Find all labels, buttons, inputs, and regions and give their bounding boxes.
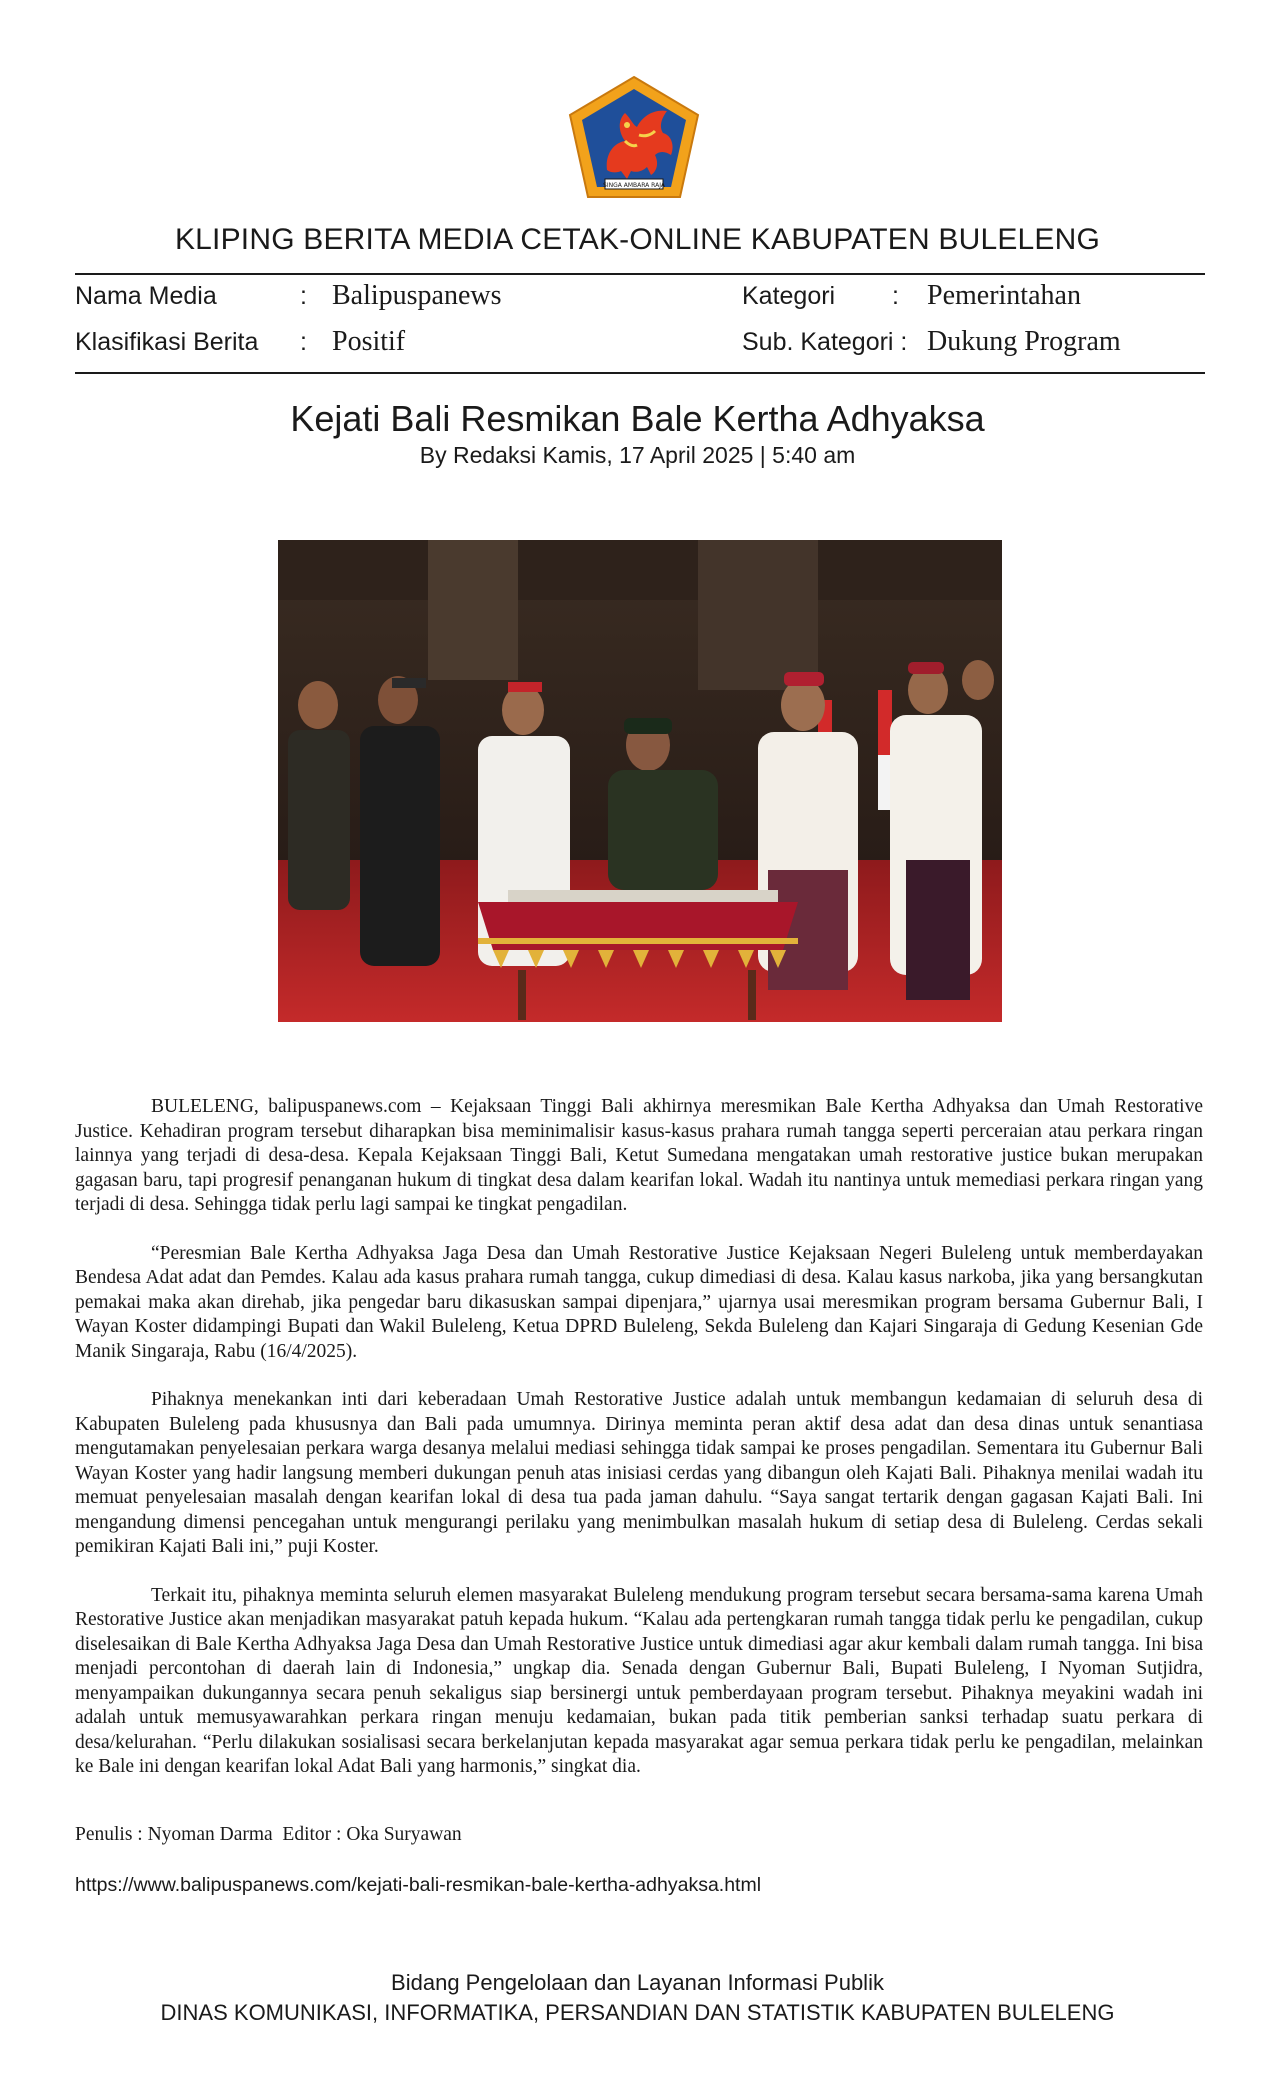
buleleng-logo: [567, 75, 701, 200]
article-paragraph: Pihaknya menekankan inti dari keberadaan Umah Restorative Justice adalah untuk membangun kedamaian di seluruh desa di Kabupaten Buleleng pada khususnya dan Bali pada umumnya. Dirinya meminta peran aktif desa adat dan desa dinas untuk senantiasa mengutamakan penyelesaian perkara warga desanya melalui mediasi sehingga tidak sampai ke proses pengadilan. Sementara itu Gubernur Bali Wayan Koster yang hadir langsung memberi dukungan penuh atas inisiasi cerdas yang dibangun oleh Kajati Bali. Pihaknya menilai wadah itu memuat penyelesaian masalah dengan kearifan lokal di desa tua pada jaman dahulu. “Saya sangat tertarik dengan gagasan Kajati Bali. Ini mengandung dimensi pencegahan untuk mengurangi perilaku yang menimbulkan masalah hukum di setiap desa di Buleleng. Cerdas sekali pemikiran Kajati Bali ini,” puji Koster.: [75, 1389, 1203, 1557]
footer-line-1: Bidang Pengelolaan dan Layanan Informasi Publik: [391, 1970, 884, 1995]
nama-media-colon: :: [300, 282, 307, 310]
logo-caption: SINGA AMBARA RAJA: [603, 182, 665, 189]
article-credits: Penulis : Nyoman Darma Editor : Oka Suryawan: [75, 1824, 462, 1845]
clipping-header-title: KLIPING BERITA MEDIA CETAK-ONLINE KABUPATEN BULELENG: [174, 223, 1101, 256]
meta-row-2: [75, 328, 1205, 368]
klasifikasi-colon: :: [300, 328, 307, 356]
article-photo: [278, 540, 1002, 1022]
header-bottom-divider: [75, 372, 1205, 374]
header-top-divider: [75, 273, 1205, 275]
meta-row-1: [75, 282, 1205, 322]
footer-line-2: DINAS KOMUNIKASI, INFORMATIKA, PERSANDIAN DAN STATISTIK KABUPATEN BULELENG: [160, 2000, 1115, 2025]
article-title: Kejati Bali Resmikan Bale Kertha Adhyaksa: [290, 398, 985, 439]
article-paragraph: “Peresmian Bale Kertha Adhyaksa Jaga Desa dan Umah Restorative Justice Kejaksaan Negeri Buleleng untuk memberdayakan Bendesa Adat adat dan Pemdes. Kalau ada kasus prahara rumah tangga, cukup dimediasi di desa. Kalau kasus narkoba, jika yang bersangkutan pemakai maka akan direhab, jika pengedar baru dikasuskan sampai dipenjara,” ujarnya usai meresmikan program bersama Gubernur Bali, I Wayan Koster didampingi Bupati dan Wakil Buleleng, Ketua DPRD Buleleng, Sekda Buleleng dan Kajari Singaraja di Gedung Kesenian Gde Manik Singaraja, Rabu (16/4/2025).: [75, 1242, 1203, 1362]
kategori-value: Pemerintahan: [927, 280, 1081, 311]
article-paragraph: BULELENG, balipuspanews.com – Kejaksaan Tinggi Bali akhirnya meresmikan Bale Kertha Adhyaksa dan Umah Restorative Justice. Kehadiran program tersebut diharapkan bisa meminimalisir kasus-kasus prahara rumah tangga seperti perceraian atau perkara ringan lainnya yang terjadi di desa-desa. Kepala Kejaksaan Tinggi Bali, Ketut Sumedana mengatakan umah restorative justice bukan merupakan gagasan baru, tapi progresif penanganan hukum di tingkat desa dalam kearifan lokal. Wadah itu nantinya untuk memediasi perkara ringan yang terjadi di desa. Sehingga tidak perlu lagi sampai ke tingkat pengadilan.: [75, 1096, 1203, 1215]
kategori-label: Kategori: [742, 282, 836, 310]
nama-media-label: Nama Media: [75, 282, 217, 310]
klasifikasi-value: Positif: [332, 326, 406, 357]
sub-kategori-value: Dukung Program: [927, 326, 1121, 357]
article-source-url[interactable]: https://www.balipuspanews.com/kejati-bali-resmikan-bale-kertha-adhyaksa.html: [75, 1874, 762, 1896]
nama-media-value: Balipuspanews: [332, 280, 502, 311]
klasifikasi-label: Klasifikasi Berita: [75, 328, 259, 356]
kategori-colon: :: [892, 282, 899, 310]
article-byline: By Redaksi Kamis, 17 April 2025 | 5:40 am: [419, 442, 856, 468]
article-body: [75, 1095, 1203, 1804]
article-paragraph: Terkait itu, pihaknya meminta seluruh elemen masyarakat Buleleng mendukung program tersebut secara bersama-sama karena Umah Restorative Justice akan menjadikan masyarakat patuh kepada hukum. “Kalau ada pertengkaran rumah tangga tidak perlu ke pengadilan, cukup diselesaikan di Bale Kertha Adhyaksa Jaga Desa dan Umah Restorative Justice untuk dimediasi agar akur kembali dalam rumah tangga. Ini bisa menjadi percontohan di daerah lain di Indonesia,” ungkap dia. Senada dengan Gubernur Bali, Bupati Buleleng, I Nyoman Sutjidra, menyampaikan dukungannya secara penuh sekaligus siap bersinergi untuk pemberdayaan program tersebut. Pihaknya meyakini wadah ini adalah untuk memusyawarahkan perkara ringan menuju kedamaian, bukan pada titik pemberian sanksi terhadap suatu perkara di desa/kelurahan. “Perlu dilakukan sosialisasi secara berkelanjutan kepada masyarakat agar semua perkara tidak perlu ke pengadilan, melainkan ke Bale ini dengan kearifan lokal Adat Bali yang harmonis,” singkat dia.: [75, 1584, 1203, 1777]
sub-kategori-label: Sub. Kategori :: [742, 328, 908, 356]
